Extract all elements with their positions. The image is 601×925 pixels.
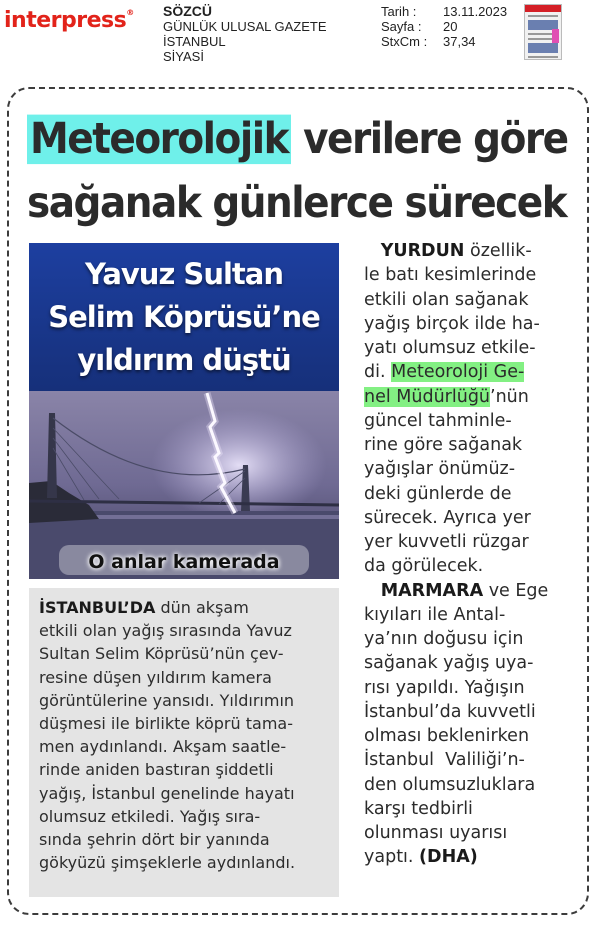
left-body-line: görüntülerine yansıdı. Yıldırımın (39, 690, 295, 710)
headline-line-1 (27, 108, 577, 172)
article-headline (27, 108, 577, 236)
headline-line-2: sağanak günlerce sürecek (27, 178, 567, 228)
right-body-lead-1: YURDUN (380, 241, 465, 261)
photo-title-line-1: Yavuz Sultan (85, 257, 283, 291)
right-body-line: İstanbul’da kuvvetli (364, 701, 536, 722)
headline-highlight: Meteorolojik (27, 115, 291, 165)
publication-city: İSTANBUL (163, 34, 226, 49)
left-body-line: yağış, İstanbul genelinde hayatı (39, 783, 295, 803)
right-body-line: güncel tahminle- (364, 410, 512, 431)
article-photo (29, 243, 339, 579)
left-body-line: gökyüzü şimşeklerle aydınlandı. (39, 853, 296, 873)
highlight-mudurlugu: nel Müdürlüğü (364, 386, 491, 407)
left-body-line: men aydınlandı. Akşam saatle- (39, 737, 287, 757)
right-body-line: den olumsuzluklara (364, 774, 536, 795)
right-body-post-highlight: ’nün (490, 386, 529, 407)
publication-type: GÜNLÜK ULUSAL GAZETE (163, 19, 327, 34)
left-body-text (39, 596, 339, 874)
left-body-box (29, 588, 339, 897)
publication-category: SİYASİ (163, 49, 204, 64)
date-value: 13.11.2023 (443, 4, 508, 19)
left-body-line: Sultan Selim Köprüsü’nün çev- (39, 644, 284, 664)
right-body-line: da görülecek. (364, 556, 484, 577)
photo-title-line-3: yıldırım düştü (77, 343, 291, 377)
right-body-text (364, 239, 590, 870)
registered-mark: ® (126, 8, 134, 17)
right-body-line: yer kuvvetli rüzgar (364, 532, 529, 552)
left-body-line-1: dün akşam (155, 598, 249, 617)
page-label: Sayfa : (381, 19, 422, 34)
date-label: Tarih : (381, 4, 417, 19)
left-body-lead: İSTANBUL’DA (39, 598, 156, 617)
right-body-line: rısı yapıldı. Yağışın (364, 677, 525, 698)
right-body-line: kıyıları ile Antal- (364, 604, 506, 625)
date-row (381, 4, 507, 19)
left-body-line: rinde aniden bastıran şiddetli (39, 760, 274, 780)
right-body-last-line: yaptı. (364, 847, 420, 868)
right-body-line (364, 845, 590, 869)
logo-text: interpress (4, 8, 127, 33)
highlight-meteoroloji-genel: Meteoroloji Ge- (391, 362, 525, 383)
right-body-line (364, 579, 590, 603)
right-body-line: karşı tedbirli (364, 798, 473, 819)
newspaper-page-thumbnail[interactable] (524, 4, 562, 60)
left-body-line: resine düşen yıldırım kamera (39, 667, 272, 687)
right-body-pre-highlight: di. (364, 362, 392, 383)
left-body-line: etkili olan yağış sırasında Yavuz (39, 621, 292, 641)
right-body-line: olması beklenirken (364, 726, 530, 746)
photo-title-line-2: Selim Köprüsü’ne (48, 300, 320, 334)
right-body-line: le batı kesimlerinde (364, 265, 537, 286)
clipping-meta (381, 4, 507, 49)
left-body-line: olumsuz etkiledi. Yağış sıra- (39, 806, 261, 826)
photo-caption: O anlar kamerada (88, 551, 280, 573)
page-value: 20 (443, 19, 458, 34)
right-body-line-1: özellik- (464, 241, 532, 261)
headline-line-1-text: verilere göre (291, 114, 568, 165)
right-body-p2-line-1: ve Ege (483, 580, 549, 601)
right-body-line: İstanbul Valiliği’n- (364, 750, 525, 771)
interpress-logo (4, 8, 134, 33)
right-body-line (364, 360, 590, 384)
right-body-line: yağış birçok ilde ha- (364, 313, 540, 334)
stxcm-label: StxCm : (381, 34, 428, 49)
right-body-lead-2: MARMARA (380, 580, 484, 601)
publication-info (163, 4, 327, 64)
clipping-header (0, 0, 601, 80)
left-body-line: düşmesi ile birlikte köprü tama- (39, 714, 293, 734)
source-credit: (DHA) (419, 847, 478, 868)
right-body-line: ya’nın doğusu için (364, 629, 524, 649)
right-body-line (364, 385, 590, 409)
stxcm-row (381, 34, 507, 49)
right-body-line: rine göre sağanak (364, 435, 523, 455)
photo-title (29, 253, 339, 382)
right-body-line (364, 239, 590, 263)
left-body-line (39, 596, 339, 619)
right-body-line: sağanak yağış uya- (364, 653, 534, 674)
left-body-line: sında şehrin dört bir yanında (39, 830, 270, 850)
page-row (381, 19, 507, 34)
stxcm-value: 37,34 (443, 34, 476, 49)
right-body-line: yatı olumsuz etkile- (364, 338, 536, 358)
right-body-line: sürecek. Ayrıca yer (364, 507, 531, 528)
right-body-line: etkili olan sağanak (364, 289, 529, 310)
right-body-line: olunması uyarısı (364, 823, 508, 843)
publication-name: SÖZCÜ (163, 3, 212, 19)
right-body-line: deki günlerde de (364, 483, 512, 504)
right-body-line: yağışlar önümüz- (364, 459, 516, 480)
